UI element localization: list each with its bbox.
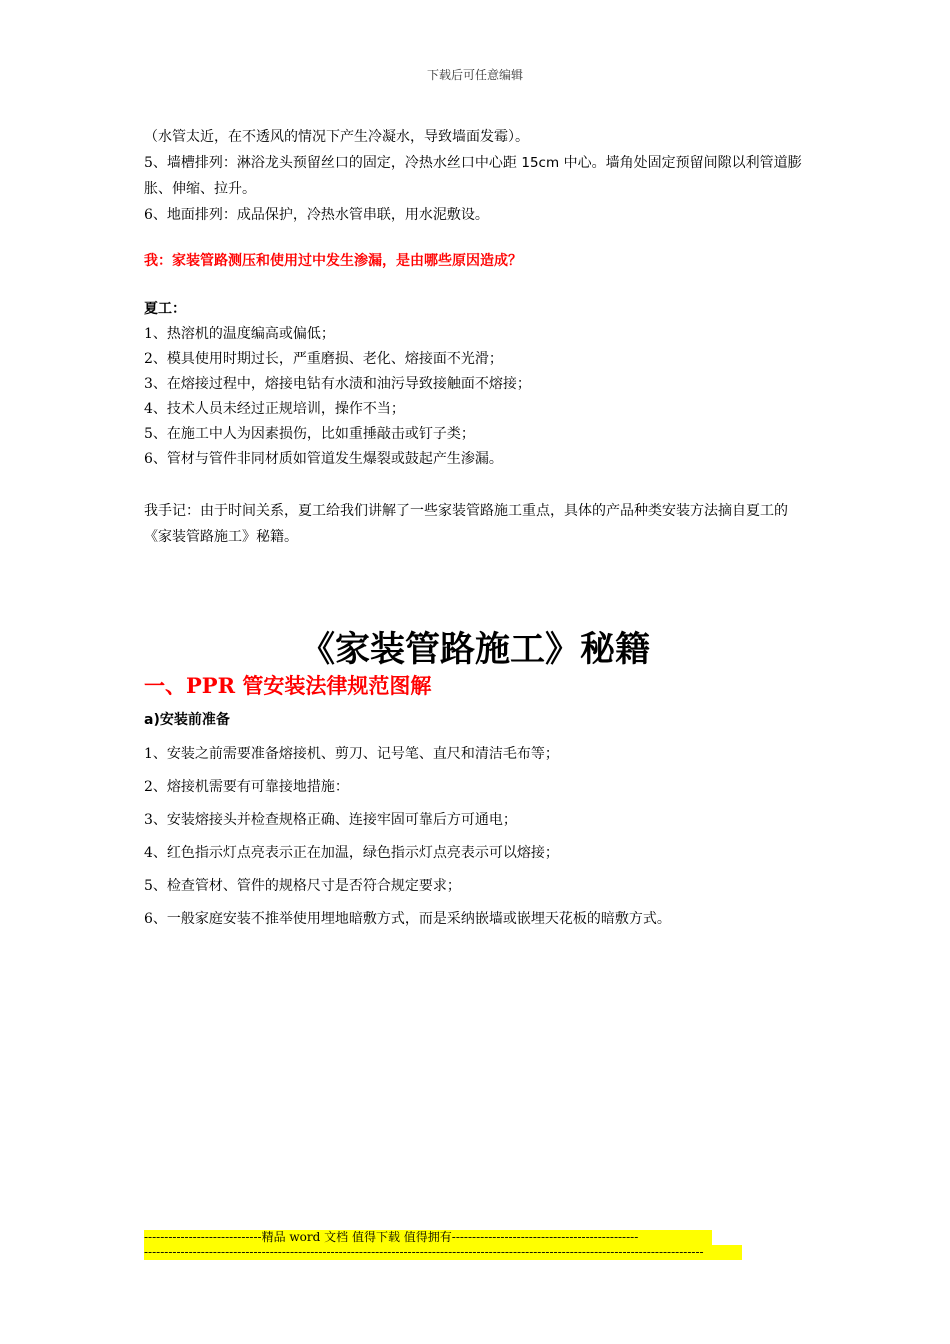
page-header: 下载后可任意编辑 bbox=[426, 68, 523, 82]
intro-item-5-text: 5、墙槽排列：淋浴龙头预留丝口的固定，冷热水丝口中心距 bbox=[144, 155, 522, 171]
list-item: 4、技术人员未经过正规培训，操作不当； bbox=[144, 401, 405, 417]
intro-line: （水管太近，在不透风的情况下产生冷凝水，导致墙面发霉）。 bbox=[144, 129, 529, 145]
list-item: 5、检查管材、管件的规格尺寸是否符合规定要求； bbox=[144, 878, 461, 894]
footer-line: ------------------------------------------------------------------------------------------------------------------------------------------ bbox=[144, 1245, 742, 1260]
list-item: 6、一般家庭安装不推举使用埋地暗敷方式，而是采纳嵌墙或嵌埋天花板的暗敷方式。 bbox=[144, 911, 671, 927]
question-heading: 我：家装管路测压和使用过中发生渗漏，是由哪些原因造成？ bbox=[144, 253, 522, 269]
list-item: 2、熔接机需要有可靠接地措施： bbox=[144, 779, 349, 795]
list-item: 1、安装之前需要准备熔接机、剪刀、记号笔、直尺和清洁毛布等； bbox=[144, 746, 559, 762]
footer-line: -----------------------------精品 word 文档 值得下载 值得拥有---------------------------------------------- bbox=[144, 1230, 712, 1245]
list-item: 3、安装熔接头并检查规格正确、连接牢固可靠后方可通电； bbox=[144, 812, 517, 828]
answer-list bbox=[144, 322, 531, 472]
list-item: 5、在施工中人为因素损伤，比如重捶敲击或钉子类； bbox=[144, 426, 475, 442]
intro-item-5 bbox=[144, 150, 814, 202]
intro-item-6: 6、地面排列：成品保护，冷热水管串联，用水泥敷设。 bbox=[144, 207, 489, 223]
notes-paragraph: 我手记：由于时间关系，夏工给我们讲解了一些家装管路施工重点，具体的产品种类安装方法摘自夏工的《家装管路施工》秘籍。 bbox=[144, 503, 788, 545]
intro-item-5-measure: 15cm bbox=[521, 155, 560, 171]
intro-block bbox=[144, 124, 814, 228]
list-item: 6、管材与管件非同材质如管道发生爆裂或鼓起产生渗漏。 bbox=[144, 451, 503, 467]
section-title: 一、PPR 管安装法律规范图解 bbox=[144, 673, 432, 698]
list-item: 4、红色指示灯点亮表示正在加温，绿色指示灯点亮表示可以熔接； bbox=[144, 845, 559, 861]
intro-item-5-text-end: 中心。墙角处固定预留间隙以利管道膨胀、伸缩、拉升。 bbox=[144, 155, 802, 197]
sub-heading: a)安装前准备 bbox=[144, 712, 230, 728]
list-item: 1、热溶机的温度编高或偏低； bbox=[144, 326, 335, 342]
list-item: 3、在熔接过程中，熔接电钻有水渍和油污导致接触面不熔接； bbox=[144, 376, 531, 392]
list-item: 2、模具使用时期过长，严重磨损、老化、熔接面不光滑； bbox=[144, 351, 503, 367]
page-footer bbox=[144, 1230, 742, 1260]
answer-heading: 夏工： bbox=[144, 301, 186, 317]
document-title: 《家装管路施工》秘籍 bbox=[299, 630, 650, 670]
prep-list bbox=[144, 738, 671, 936]
